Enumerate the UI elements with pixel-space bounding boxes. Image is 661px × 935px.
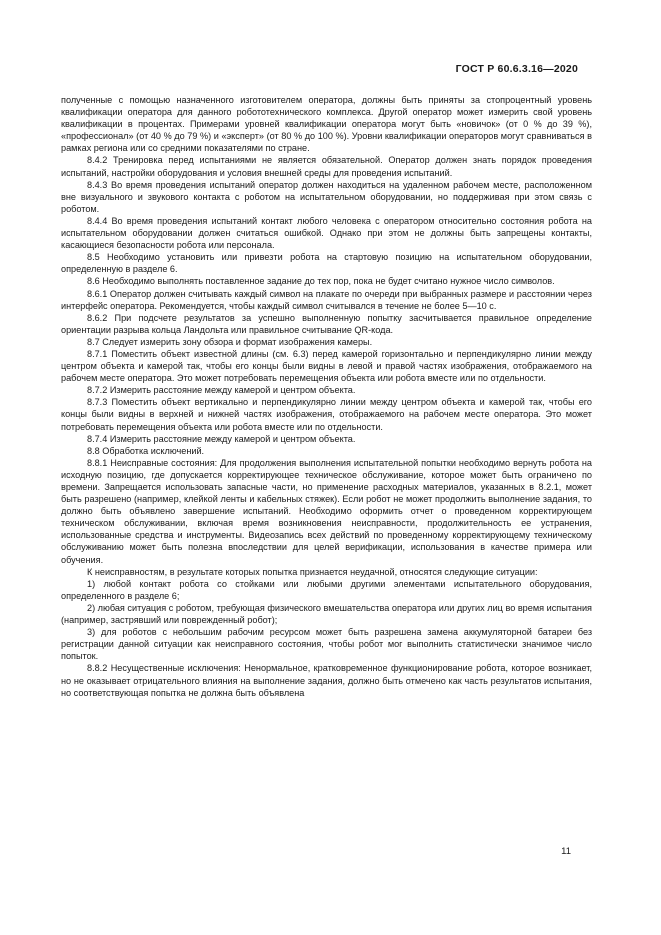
paragraph: 8.8 Обработка исключений. [87,445,205,456]
standard-designation: ГОСТ Р 60.6.3.16—2020 [455,63,578,75]
paragraph: 1) любой контакт робота со стойками или любыми другими элементами испытательного оборудования, определенного в разделе 6; [61,578,592,601]
paragraph: 8.4.4 Во время проведения испытаний контакт любого человека с оператором относительно состояния робота на испытательном оборудовании должен считаться ошибкой. Однако при этом не должны быть запрещены контакты, касающиеся безопасности робота или персонала. [61,215,592,251]
paragraph: 8.6.2 При подсчете результатов за успешно выполненную попытку засчитывается правильное определение ориентации разрыва кольца Ландольта или правильное считывание QR-кода. [61,312,592,335]
paragraph: 8.4.2 Тренировка перед испытаниями не является обязательной. Оператор должен знать порядок проведения испытаний, настройки оборудования и условия внешней среды для проведения испытаний. [61,155,592,178]
paragraph: 3) для роботов с небольшим рабочим ресурсом может быть разрешена замена аккумуляторной батареи без регистрации данной ситуации как неисправного состояния, чтобы робот мог выполнить статистически значимое число попыток. [61,627,592,662]
paragraph: 8.6.1 Оператор должен считывать каждый символ на плакате по очереди при выбранных размере и расстоянии через интерфейс оператора. Рекомендуется, чтобы каждый символ считывался в течение не более 5—10 с. [61,288,592,311]
paragraph: 8.8.2 Несущественные исключения: Ненормальное, кратковременное функционирование робота, которое возникает, но не оказывает отрицательного влияния на выполнение задания, должно быть отмечено как часть результатов испытания, но соответствующая попытка не должна быть объявлена [61,663,592,698]
paragraph: 8.4.3 Во время проведения испытаний оператор должен находиться на удаленном рабочем месте, расположенном вне визуального и звукового контакта с роботом на испытательном оборудовании, но поддерживая при этом связь с роботом. [61,179,592,214]
paragraph: 8.7.4 Измерить расстояние между камерой и центром объекта. [87,433,356,444]
page-number: 11 [561,846,571,857]
paragraph: полученные с помощью назначенного изготовителем оператора, должны быть приняты за стопроцентный уровень квалификации оператора для данного робототехнического комплекса. Другой оператор может измерить свой уровень квалификации в процентах. Примерами уровней квалификации оператора могут быть «новичок» (от 0 % до 39 %), «профессионал» (от 40 % до 79 %) и «эксперт» (от 80 % до 100 %). Уровни квалификации операторов могут сравниваться в рамках региона или со средними показателями по стране. [61,95,592,154]
paragraph: 2) любая ситуация с роботом, требующая физического вмешательства оператора или других лиц во время испытания (например, застрявший или поврежденный робот); [61,602,592,626]
paragraph: 8.7.2 Измерить расстояние между камерой и центром объекта. [87,385,356,396]
paragraph: 8.5 Необходимо установить или привезти робота на стартовую позицию на испытательном оборудовании, определенную в разделе 6. [61,252,592,275]
paragraph: 8.7.3 Поместить объект вертикально и перпендикулярно линии между центром объекта и камерой так, чтобы его концы были видны в верхней и нижней частях изображения, отображаемого на рабочем месте оператора. Это может потребовать перемещения объекта или робота вместе или по отдельности. [61,397,592,432]
paragraph: 8.8.1 Неисправные состояния: Для продолжения выполнения испытательной попытки необходимо вернуть робота на исходную позицию, где допускается корректирующее техническое обслуживание, которое может быть ограничено по времени. Запрещается использовать запасные части, но применение расходных материалов, указанных в 8.2.1, может быть разрешено (например, клейкой ленты и кабельных стяжек). Если робот не может продолжить выполнение задания, то должно быть объявлено завершение испытаний. Необходимо оформить отчет о проведенном корректирующем техническом обслуживании, включая время возникновения неисправности, продолжительность ее устранения, использованные средства и инструменты. Видеозапись всех действий по проведенному корректирующему техническому обслуживанию может быть полезна впоследствии для целей верификации, использования в качестве примера или обучения. [61,457,592,565]
paragraph: К неисправностям, в результате которых попытка признается неудачной, относятся следующие ситуации: [87,566,538,577]
paragraph: 8.7 Следует измерить зону обзора и формат изображения камеры. [87,336,373,347]
paragraph: 8.6 Необходимо выполнять поставленное задание до тех пор, пока не будет считано нужное число символов. [87,276,555,287]
document-body [61,94,592,699]
paragraph: 8.7.1 Поместить объект известной длины (см. 6.3) перед камерой горизонтально и перпендикулярно линии между центром объекта и камерой так, чтобы его концы были видны в левой и правой частях изображения, отображаемого на рабочем месте оператора. Это может потребовать перемещения объекта или робота вместе или по отдельности. [61,348,592,384]
